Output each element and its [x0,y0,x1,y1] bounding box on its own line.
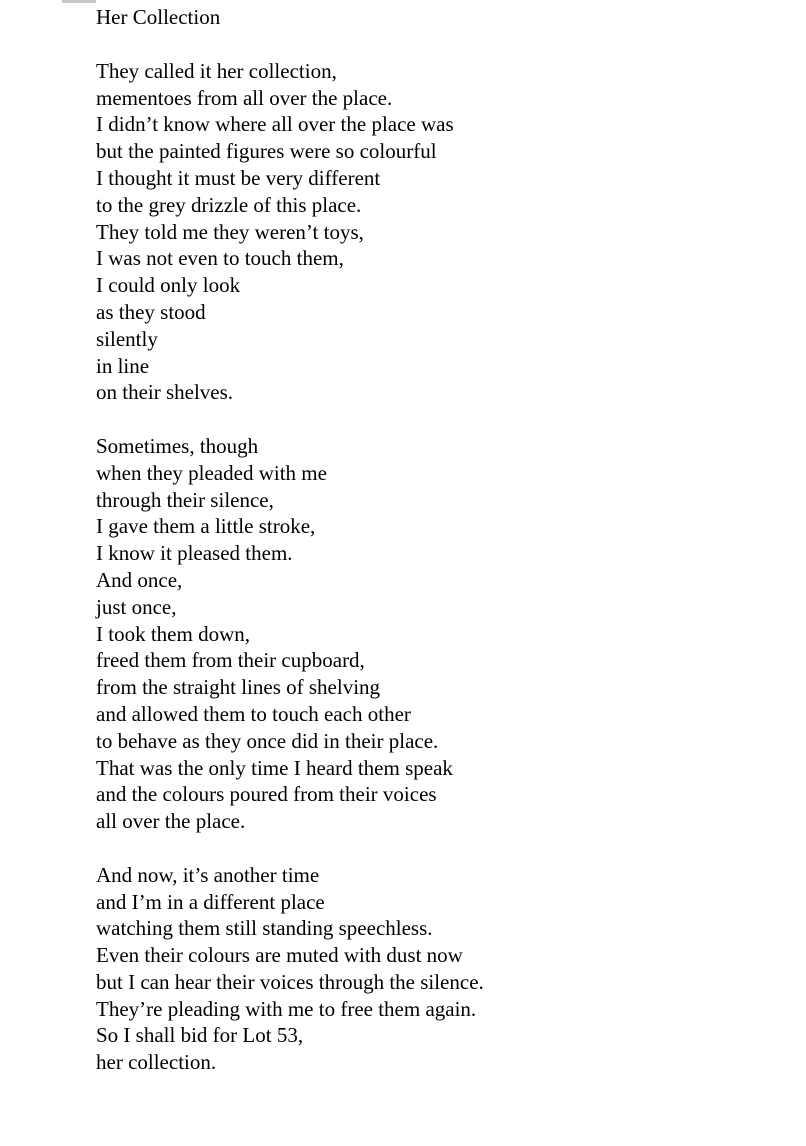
poem-line: mementoes from all over the place. [96,85,393,110]
poem-line: and allowed them to touch each other [96,701,411,726]
poem-line: to the grey drizzle of this place. [96,192,362,217]
poem-line: through their silence, [96,487,274,512]
poem-line: They told me they weren’t toys, [96,219,364,244]
poem-line: I could only look [96,273,241,298]
poem-line: That was the only time I heard them speak [96,755,453,780]
stanza-3 [96,862,786,1076]
poem-line: I know it pleased them. [96,541,293,566]
poem-line: They’re pleading with me to free them again. [96,996,477,1021]
poem-line: her collection. [96,1050,217,1075]
poem-line: but I can hear their voices through the silence. [96,969,484,994]
page-corner-marker [62,0,96,3]
poem-document [96,4,786,1103]
poem-line: from the straight lines of shelving [96,675,381,700]
poem-line: all over the place. [96,809,246,834]
poem-line: watching them still standing speechless. [96,916,433,941]
poem-line: freed them from their cupboard, [96,648,365,673]
poem-line: in line [96,353,150,378]
poem-line: Sometimes, though [96,433,259,458]
poem-line: as they stood [96,299,206,324]
stanza-2 [96,433,786,835]
poem-line: silently [96,326,158,351]
poem-line: and I’m in a different place [96,889,325,914]
poem-line: when they pleaded with me [96,460,327,485]
poem-line: I took them down, [96,621,250,646]
poem-line: I thought it must be very different [96,165,381,190]
poem-line: and the colours poured from their voices [96,782,437,807]
poem-line: just once, [96,594,177,619]
poem-title: Her Collection [96,5,221,29]
poem-line: And now, it’s another time [96,862,320,887]
poem-line: I was not even to touch them, [96,246,344,271]
poem-line: but the painted figures were so colourful [96,139,437,164]
poem-line: I gave them a little stroke, [96,514,316,539]
poem-line: They called it her collection, [96,58,337,83]
poem-line: to behave as they once did in their place. [96,728,439,753]
poem-line: Even their colours are muted with dust now [96,943,463,968]
poem-line: So I shall bid for Lot 53, [96,1023,304,1048]
poem-line: I didn’t know where all over the place was [96,112,454,137]
poem-line: on their shelves. [96,380,234,405]
poem-line: And once, [96,567,183,592]
stanza-1 [96,58,786,406]
